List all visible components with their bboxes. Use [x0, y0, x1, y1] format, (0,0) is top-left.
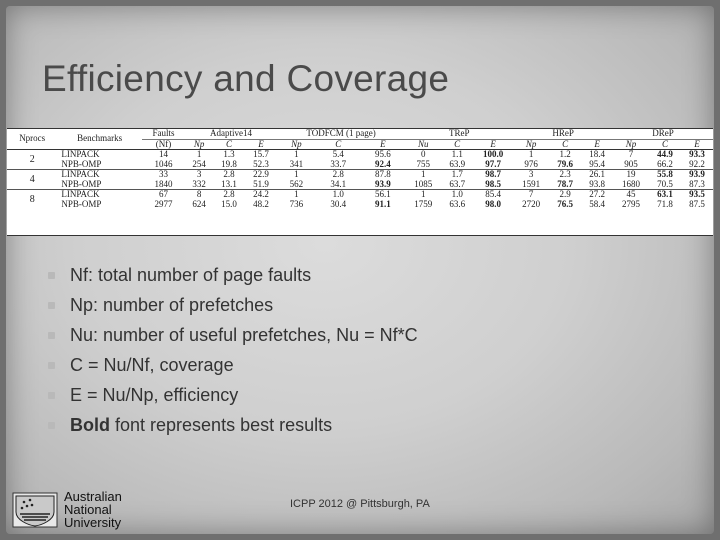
table-row	[7, 200, 713, 210]
col-nprocs: Nprocs	[7, 129, 57, 150]
value-cell: 1	[277, 170, 316, 180]
value-cell: 2.8	[213, 170, 245, 180]
value-cell: 63.7	[449, 178, 466, 189]
definitions-list	[48, 262, 418, 442]
value-cell: 1	[277, 150, 316, 160]
value-cell: 254	[192, 158, 206, 169]
list-item: Np: number of prefetches	[48, 292, 418, 322]
list-item: Nf: total number of page faults	[48, 262, 418, 292]
value-cell: 76.5	[557, 198, 574, 209]
sub-e: E	[245, 139, 277, 150]
value-cell: 55.8	[649, 170, 681, 180]
col-benchmarks: Benchmarks	[57, 129, 142, 150]
bullet-icon	[48, 272, 55, 279]
value-cell: 93.3	[681, 150, 713, 160]
list-item: E = Nu/Np, efficiency	[48, 382, 418, 412]
value-cell: 98.5	[485, 178, 502, 189]
sub-c: C	[549, 139, 581, 150]
value-cell: 56.1	[361, 190, 406, 200]
sub-nu: Nu	[405, 139, 441, 150]
col-drep: DReP	[613, 129, 713, 139]
value-cell: 1.0	[441, 190, 473, 200]
sub-np: Np	[277, 139, 316, 150]
value-cell: 755	[416, 158, 430, 169]
benchmark-cell: LINPACK	[57, 170, 142, 180]
value-cell: 92.2	[689, 158, 705, 169]
value-cell: 18.4	[581, 150, 613, 160]
sub-c: C	[213, 139, 245, 150]
value-cell: 100.0	[473, 150, 513, 160]
value-cell: 0	[405, 150, 441, 160]
value-cell: 905	[624, 158, 638, 169]
value-cell: 7	[613, 150, 649, 160]
value-cell: 15.0	[221, 198, 237, 209]
value-cell: 1	[405, 190, 441, 200]
value-cell: 93.5	[681, 190, 713, 200]
value-cell: 93.9	[375, 178, 391, 189]
value-cell: 2.9	[549, 190, 581, 200]
value-cell: 15.7	[245, 150, 277, 160]
value-cell: 1	[277, 190, 316, 200]
value-cell: 1840	[154, 178, 173, 189]
table-row	[7, 180, 713, 190]
value-cell: 91.1	[375, 198, 391, 209]
col-adaptive: Adaptive14	[185, 129, 277, 139]
benchmark-cell: LINPACK	[57, 150, 142, 160]
bullet-icon	[48, 332, 55, 339]
value-cell: 78.7	[557, 178, 574, 189]
bullet-icon	[48, 302, 55, 309]
value-cell: 45	[613, 190, 649, 200]
value-cell: 58.4	[589, 198, 605, 209]
value-cell: 5.4	[316, 150, 361, 160]
value-cell: 1085	[414, 178, 433, 189]
value-cell: 44.9	[649, 150, 681, 160]
sub-np: Np	[185, 139, 213, 150]
results-table	[7, 129, 713, 209]
value-cell: 1759	[414, 198, 433, 209]
nprocs-cell: 4	[7, 170, 57, 190]
value-cell: 1046	[154, 158, 173, 169]
value-cell: 48.2	[253, 198, 269, 209]
value-cell: 92.4	[375, 158, 391, 169]
value-cell: 1	[185, 150, 213, 160]
sub-e: E	[681, 139, 713, 150]
value-cell: 1	[405, 170, 441, 180]
value-cell: 562	[289, 178, 304, 189]
slide-title: Efficiency and Coverage	[42, 58, 450, 99]
value-cell: 19	[613, 170, 649, 180]
benchmark-cell: NPB-OMP	[61, 158, 102, 169]
value-cell: 95.6	[361, 150, 406, 160]
results-table-image	[7, 128, 713, 236]
value-cell: 14	[142, 150, 185, 160]
list-item: Nu: number of useful prefetches, Nu = Nf*C	[48, 322, 418, 352]
bullet-icon	[48, 392, 55, 399]
value-cell: 95.4	[589, 158, 605, 169]
value-cell: 33.7	[330, 158, 347, 169]
value-cell: 27.2	[581, 190, 613, 200]
value-cell: 51.9	[253, 178, 269, 189]
value-cell: 3	[185, 170, 213, 180]
table-row	[7, 150, 713, 160]
sub-faults: (Nf)	[142, 139, 185, 150]
value-cell: 2.8	[213, 190, 245, 200]
table-row	[7, 160, 713, 170]
value-cell: 93.8	[589, 178, 605, 189]
logo-wordmark: Australian National University	[64, 489, 122, 530]
col-trep: TReP	[405, 129, 513, 139]
crest-icon	[12, 492, 58, 528]
slide-footer: ICPP 2012 @ Pittsburgh, PA	[290, 498, 430, 510]
value-cell: 71.8	[657, 198, 673, 209]
value-cell: 3	[513, 170, 549, 180]
value-cell: 1.2	[549, 150, 581, 160]
value-cell: 98.0	[485, 198, 502, 209]
sub-e: E	[361, 139, 406, 150]
value-cell: 63.9	[449, 158, 466, 169]
sub-e: E	[581, 139, 613, 150]
value-cell: 66.2	[657, 158, 673, 169]
value-cell: 98.7	[473, 170, 513, 180]
value-cell: 93.9	[681, 170, 713, 180]
value-cell: 67	[142, 190, 185, 200]
value-cell: 19.8	[221, 158, 237, 169]
value-cell: 79.6	[557, 158, 574, 169]
table-row	[7, 190, 713, 200]
sub-e: E	[473, 139, 513, 150]
value-cell: 1.1	[441, 150, 473, 160]
value-cell: 1.3	[213, 150, 245, 160]
benchmark-cell: LINPACK	[57, 190, 142, 200]
value-cell: 7	[513, 190, 549, 200]
value-cell: 87.5	[689, 198, 705, 209]
value-cell: 2795	[622, 198, 641, 209]
value-cell: 341	[289, 158, 304, 169]
value-cell: 332	[192, 178, 206, 189]
nprocs-cell: 8	[7, 190, 57, 210]
value-cell: 13.1	[221, 178, 237, 189]
col-faults: Faults	[142, 129, 185, 139]
sub-c: C	[441, 139, 473, 150]
table-body	[7, 150, 713, 210]
anu-logo	[12, 490, 132, 530]
value-cell: 63.6	[449, 198, 466, 209]
value-cell: 63.1	[649, 190, 681, 200]
value-cell: 1	[513, 150, 549, 160]
value-cell: 33	[142, 170, 185, 180]
value-cell: 85.4	[473, 190, 513, 200]
value-cell: 736	[289, 198, 304, 209]
table-row	[7, 170, 713, 180]
col-todfcm: TODFCM (1 page)	[277, 129, 405, 139]
nprocs-cell: 2	[7, 150, 57, 170]
value-cell: 2977	[154, 198, 173, 209]
bullet-icon	[48, 362, 55, 369]
value-cell: 52.3	[253, 158, 269, 169]
table-header-row	[7, 129, 713, 139]
value-cell: 1591	[522, 178, 541, 189]
value-cell: 22.9	[245, 170, 277, 180]
list-item: C = Nu/Nf, coverage	[48, 352, 418, 382]
bullet-icon	[48, 422, 55, 429]
value-cell: 34.1	[330, 178, 347, 189]
value-cell: 1.7	[441, 170, 473, 180]
col-hrep: HReP	[513, 129, 613, 139]
value-cell: 8	[185, 190, 213, 200]
value-cell: 2.3	[549, 170, 581, 180]
value-cell: 1680	[622, 178, 641, 189]
value-cell: 70.5	[657, 178, 673, 189]
value-cell: 87.3	[689, 178, 705, 189]
value-cell: 26.1	[581, 170, 613, 180]
benchmark-cell: NPB-OMP	[61, 178, 102, 189]
sub-np: Np	[513, 139, 549, 150]
sub-c: C	[316, 139, 361, 150]
list-item: Bold font represents best results	[48, 412, 418, 442]
value-cell: 24.2	[245, 190, 277, 200]
value-cell: 2.8	[316, 170, 361, 180]
sub-np: Np	[613, 139, 649, 150]
value-cell: 2720	[522, 198, 541, 209]
value-cell: 1.0	[316, 190, 361, 200]
sub-c: C	[649, 139, 681, 150]
value-cell: 87.8	[361, 170, 406, 180]
benchmark-cell: NPB-OMP	[61, 198, 102, 209]
value-cell: 976	[524, 158, 538, 169]
value-cell: 30.4	[330, 198, 347, 209]
value-cell: 624	[192, 198, 206, 209]
value-cell: 97.7	[485, 158, 502, 169]
